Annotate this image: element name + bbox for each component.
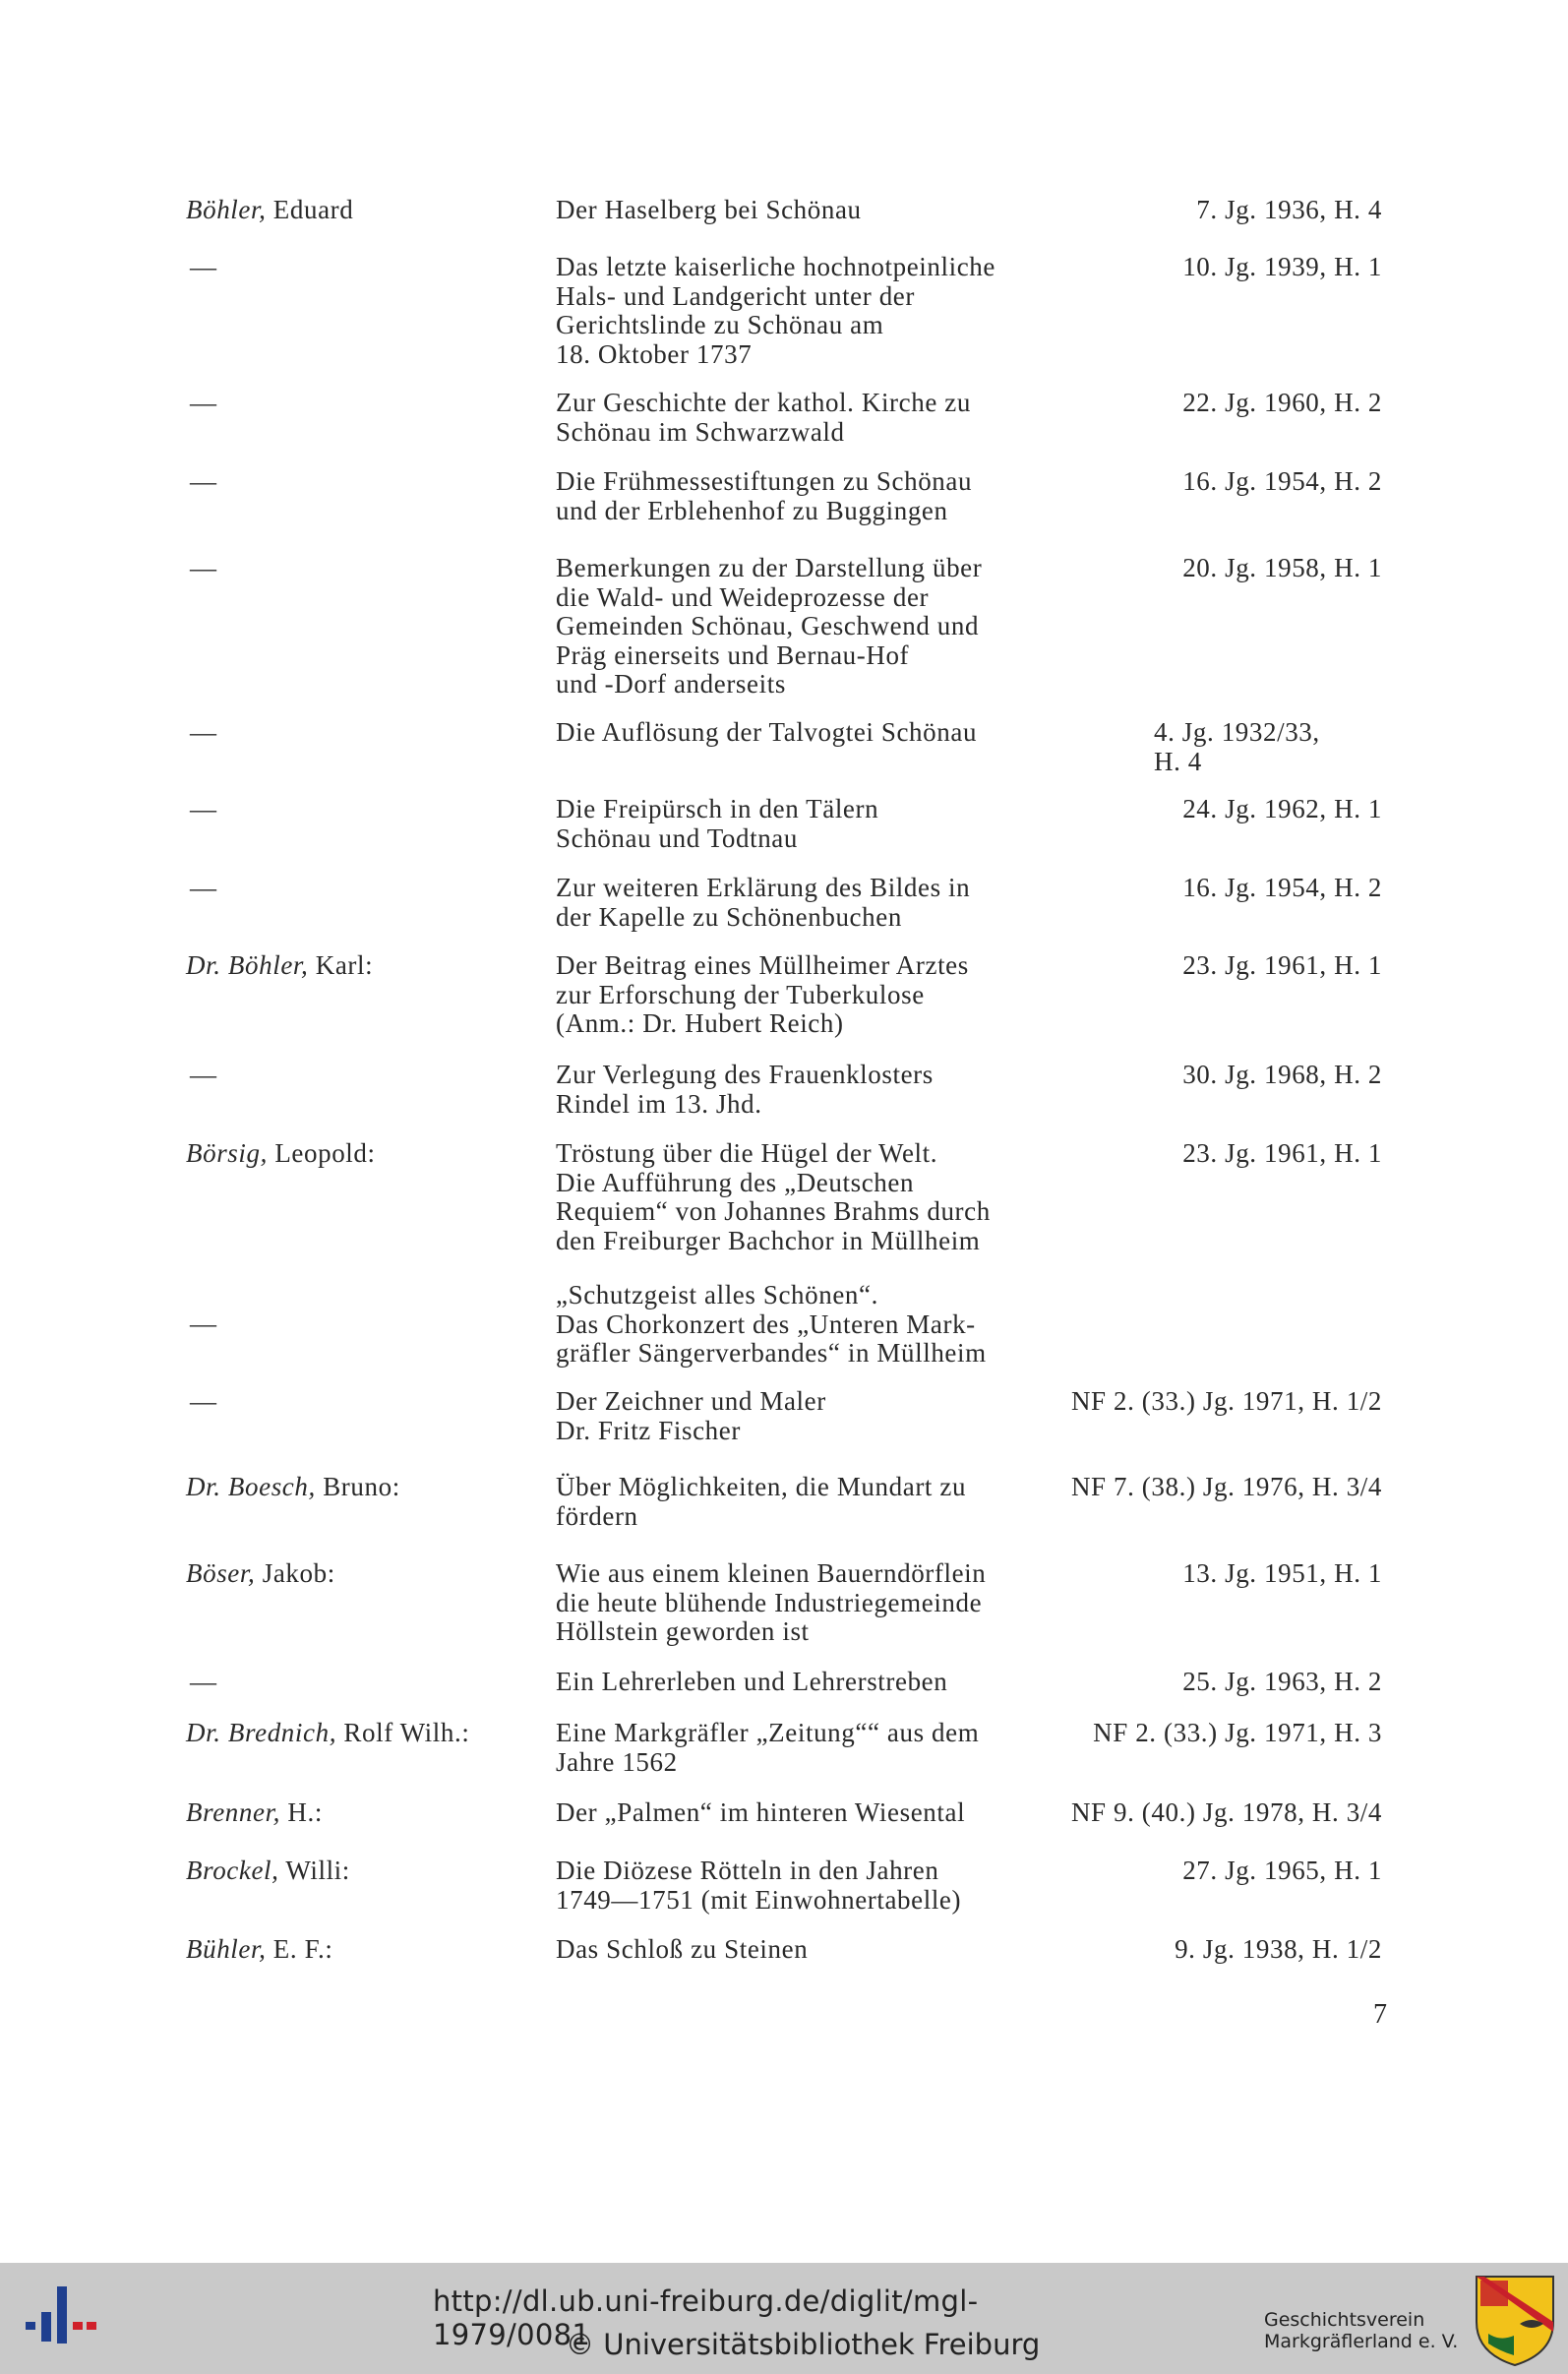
reference-line: 22. Jg. 1960, H. 2 [1182,388,1382,417]
volume-reference [1043,1798,1382,1828]
volume-reference [1043,1719,1382,1748]
article-title [556,196,1048,225]
author-title: Dr. [186,950,228,980]
author-given-name: Willi: [278,1856,350,1885]
author-name [186,196,540,225]
volume-reference [1043,1387,1382,1417]
title-line: die heute blühende Industriegemeinde [556,1587,983,1617]
title-line: Das Chorkonzert des „Unteren Mark- [556,1309,976,1339]
ditto-dash: — [190,466,217,496]
author-name [186,1857,540,1886]
reference-line: 20. Jg. 1958, H. 1 [1182,553,1382,582]
article-title [556,1935,1048,1965]
volume-reference [1043,554,1382,583]
author-given-name: Leopold: [267,1138,376,1168]
title-line: fördern [556,1500,638,1531]
ditto-dash: — [190,1309,217,1338]
author-name [186,951,540,981]
reference-line: 23. Jg. 1961, H. 1 [1182,950,1382,980]
title-line: gräfler Sängerverbandes“ in Müllheim [556,1338,987,1368]
volume-reference [1043,1139,1382,1169]
title-line: Das letzte kaiserliche hochnotpeinliche [556,252,995,281]
reference-line: 16. Jg. 1954, H. 2 [1182,466,1382,496]
author-surname: Boesch, [227,1472,316,1501]
article-title [556,1857,1048,1915]
source-url-link[interactable]: http://dl.ub.uni-freiburg.de/diglit/mgl-1979/0081 [433,2284,979,2351]
society-name-line2: Markgräflerland e. V. [1264,2331,1459,2352]
volume-reference [1043,1473,1382,1502]
title-line: (Anm.: Dr. Hubert Reich) [556,1008,844,1038]
title-line: Requiem“ von Johannes Brahms durch [556,1196,991,1226]
reference-line: H. 4 [1154,746,1202,776]
author-given-name: Eduard [266,195,354,224]
volume-reference [1043,196,1382,225]
volume-reference [1043,467,1382,497]
title-line: zur Erforschung der Tuberkulose [556,979,925,1009]
reference-line: 25. Jg. 1963, H. 2 [1182,1667,1382,1696]
volume-reference [1043,1061,1382,1090]
author-given-name: H.: [280,1797,323,1827]
author-given-name: E. F.: [266,1934,333,1964]
article-title [556,795,1048,853]
title-line: und der Erblehenhof zu Buggingen [556,495,948,525]
author-given-name: Rolf Wilh.: [336,1718,470,1747]
title-line: Zur Verlegung des Frauenklosters [556,1060,934,1089]
author-name [186,1935,540,1965]
article-title [556,554,1048,700]
reference-line: NF 9. (40.) Jg. 1978, H. 3/4 [1070,1797,1382,1827]
author-surname: Böhler, [227,950,309,980]
volume-reference [1154,718,1390,776]
author-name [186,1798,540,1828]
title-line: Tröstung über die Hügel der Welt. [556,1138,938,1168]
title-line: Eine Markgräfler „Zeitung““ aus dem [556,1718,980,1747]
title-line: Die Frühmessestiftungen zu Schönau [556,466,973,496]
author-given-name: Jakob: [255,1558,335,1588]
reference-line: 10. Jg. 1939, H. 1 [1182,252,1382,281]
ditto-dash: — [190,794,217,823]
reference-line: NF 2. (33.) Jg. 1971, H. 3 [1093,1718,1382,1747]
title-line: Die Auflösung der Talvogtei Schönau [556,717,978,747]
title-line: Zur Geschichte der kathol. Kirche zu [556,388,971,417]
author-given-name: Karl: [308,950,374,980]
article-title [556,1798,1048,1828]
copyright-text: © Universitätsbibliothek Freiburg [566,2328,1041,2361]
coat-of-arms-icon [1471,2273,1559,2367]
article-title [556,389,1048,447]
volume-reference [1043,951,1382,981]
reference-line: 30. Jg. 1968, H. 2 [1182,1060,1382,1089]
page-number: 7 [1373,1999,1387,2030]
title-line: Über Möglichkeiten, die Mundart zu [556,1472,967,1501]
title-line: Die Aufführung des „Deutschen [556,1167,915,1197]
ditto-dash: — [190,873,217,902]
article-title [556,1473,1048,1531]
article-title [556,1139,1048,1255]
title-line: Ein Lehrerleben und Lehrerstreben [556,1667,948,1696]
title-line: Bemerkungen zu der Darstellung über [556,553,983,582]
author-title: Dr. [186,1472,228,1501]
ditto-dash: — [190,1060,217,1089]
title-line: „Schutzgeist alles Schönen“. [556,1280,878,1309]
author-title: Dr. [186,1718,228,1747]
article-title [556,253,1048,369]
author-surname: Brenner, [186,1797,281,1827]
title-line: und -Dorf anderseits [556,669,786,699]
author-name [186,1559,540,1589]
title-line: den Freiburger Bachchor in Müllheim [556,1225,981,1255]
title-line: Das Schloß zu Steinen [556,1934,809,1964]
reference-line: 7. Jg. 1936, H. 4 [1196,195,1382,224]
volume-reference [1043,1857,1382,1886]
title-line: Wie aus einem kleinen Bauerndörflein [556,1558,987,1588]
article-title [556,467,1048,525]
reference-line: 24. Jg. 1962, H. 1 [1182,794,1382,823]
author-name [186,1473,540,1502]
article-title [556,1559,1048,1647]
title-line: Der Haselberg bei Schönau [556,195,862,224]
author-given-name: Bruno: [315,1472,400,1501]
title-line: Hals- und Landgericht unter der [556,280,915,311]
title-line: Dr. Fritz Fischer [556,1415,741,1445]
author-surname: Börsig, [186,1138,268,1168]
ub-freiburg-logo-icon [22,2281,100,2359]
article-title [556,1719,1048,1777]
society-name-line1: Geschichtsverein [1264,2309,1425,2331]
volume-reference [1043,389,1382,418]
title-line: der Kapelle zu Schönenbuchen [556,901,902,932]
article-title [556,718,1048,748]
volume-reference [1043,253,1382,282]
volume-reference [1043,1668,1382,1697]
title-line: Gemeinden Schönau, Geschwend und [556,611,980,640]
author-surname: Brockel, [186,1856,279,1885]
title-line: Gerichtslinde zu Schönau am [556,310,884,339]
reference-line: NF 2. (33.) Jg. 1971, H. 1/2 [1070,1386,1382,1416]
volume-reference [1043,795,1382,824]
article-title [556,1281,1048,1369]
ditto-dash: — [190,1667,217,1696]
article-title [556,1061,1048,1119]
article-title [556,874,1048,932]
author-surname: Brednich, [227,1718,337,1747]
article-title [556,1668,1048,1697]
title-line: Der Zeichner und Maler [556,1386,826,1416]
reference-line: NF 7. (38.) Jg. 1976, H. 3/4 [1070,1472,1382,1501]
author-name [186,1139,540,1169]
volume-reference [1043,874,1382,903]
ditto-dash: — [190,717,217,747]
title-line: Der „Palmen“ im hinteren Wiesental [556,1797,966,1827]
author-surname: Böhler, [186,195,267,224]
ditto-dash: — [190,1386,217,1416]
title-line: Rindel im 13. Jhd. [556,1088,762,1119]
title-line: Jahre 1562 [556,1746,678,1777]
ditto-dash: — [190,252,217,281]
reference-line: 23. Jg. 1961, H. 1 [1182,1138,1382,1168]
author-name [186,1719,540,1748]
reference-line: 16. Jg. 1954, H. 2 [1182,873,1382,902]
reference-line: 4. Jg. 1932/33, [1154,717,1320,747]
society-name [1264,2309,1471,2352]
title-line: die Wald- und Weideprozesse der [556,581,930,612]
article-title [556,951,1048,1039]
volume-reference [1043,1559,1382,1589]
title-line: Die Diözese Rötteln in den Jahren [556,1856,939,1885]
title-line: 18. Oktober 1737 [556,338,753,369]
title-line: Schönau und Todtnau [556,822,798,853]
title-line: Zur weiteren Erklärung des Bildes in [556,873,971,902]
author-surname: Böser, [186,1558,256,1588]
reference-line: 13. Jg. 1951, H. 1 [1182,1558,1382,1588]
title-line: Schönau im Schwarzwald [556,416,845,447]
ditto-dash: — [190,553,217,582]
reference-line: 27. Jg. 1965, H. 1 [1182,1856,1382,1885]
reference-line: 9. Jg. 1938, H. 1/2 [1175,1934,1382,1964]
author-surname: Bühler, [186,1934,267,1964]
ditto-dash: — [190,388,217,417]
title-line: Die Freipürsch in den Tälern [556,794,879,823]
volume-reference [1043,1935,1382,1965]
article-title [556,1387,1048,1445]
title-line: 1749—1751 (mit Einwohnertabelle) [556,1884,962,1915]
footer-bar [0,2263,1568,2374]
title-line: Höllstein geworden ist [556,1616,810,1646]
title-line: Der Beitrag eines Müllheimer Arztes [556,950,969,980]
title-line: Präg einerseits und Bernau-Hof [556,639,910,670]
